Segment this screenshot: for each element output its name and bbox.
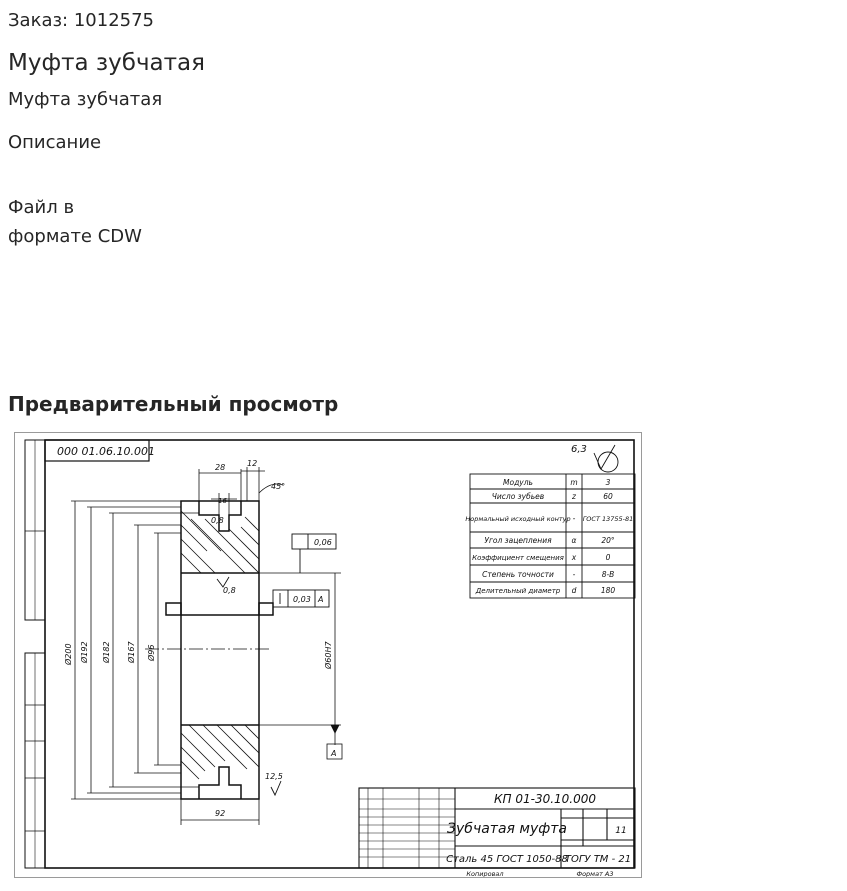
- param-value: 180: [600, 586, 616, 595]
- title-block-name: Зубчатая муфта: [447, 821, 567, 837]
- order-label: Заказ:: [8, 10, 69, 31]
- title-block-code: КП 01-30.10.000: [493, 792, 597, 806]
- tolerance-datum: A: [318, 595, 324, 604]
- title-block-format: Формат A3: [576, 870, 614, 877]
- dim-diameter-192: Ø192: [80, 641, 89, 663]
- order-number: [8, 9, 154, 33]
- roughness-12-5: 12,5: [265, 772, 283, 781]
- param-value: 3: [605, 478, 611, 487]
- roughness-08-mid: 0,8: [223, 586, 236, 595]
- param-symbol: -: [572, 514, 576, 523]
- part-outline: [166, 501, 273, 799]
- dim-angle-45: 45°: [271, 482, 286, 491]
- file-format-note: [8, 193, 178, 251]
- param-name: Степень точности: [482, 570, 554, 579]
- order-value: 1012575: [73, 10, 155, 31]
- dim-diameter-200: Ø200: [64, 643, 73, 665]
- param-value: 8-В: [601, 570, 615, 579]
- dim-diameter-182: Ø182: [102, 641, 111, 663]
- title-block-copied: Копировал: [466, 870, 504, 877]
- dim-diameter-96: Ø96: [147, 644, 156, 661]
- param-symbol: z: [572, 492, 576, 501]
- product-subtitle: Муфта зубчатая: [8, 89, 163, 110]
- tolerance-flatness: 0,06: [314, 538, 332, 547]
- param-symbol: d: [571, 586, 577, 595]
- dim-28: 28: [215, 463, 226, 472]
- dim-diameter-167: Ø167: [127, 641, 136, 663]
- roughness-symbols: [217, 445, 618, 795]
- param-symbol: m: [570, 478, 578, 487]
- title-block-material: Сталь 45 ГОСТ 1050-88: [446, 854, 568, 865]
- dim-width: 92: [215, 809, 226, 818]
- tolerance-runout: 0,03: [293, 595, 311, 604]
- param-name: Число зубьев: [491, 492, 545, 501]
- title-block-org: ТОГУ ТМ - 21: [564, 854, 632, 865]
- datum-a-label: A: [331, 749, 337, 758]
- param-symbol: -: [572, 570, 576, 579]
- param-name: Нормальный исходный контур: [465, 515, 571, 523]
- hatch-bottom: [181, 725, 259, 779]
- preview-heading: Предварительный просмотр: [8, 392, 339, 416]
- title-block-sheets: 11: [615, 826, 627, 836]
- technical-drawing: [15, 433, 641, 877]
- param-value: 60: [603, 492, 613, 501]
- dim-bore: Ø60H7: [324, 641, 333, 669]
- param-value: 20°: [601, 536, 615, 545]
- param-value: ГОСТ 13755-81: [582, 515, 634, 523]
- dim-16: 16: [218, 497, 227, 505]
- description-label: Описание: [8, 132, 102, 153]
- roughness-08-top: 0,8: [211, 516, 224, 525]
- dim-12: 12: [247, 459, 258, 468]
- param-name: Коэффициент смещения: [472, 554, 564, 562]
- roughness-general: 6,3: [571, 444, 587, 455]
- param-symbol: α: [571, 536, 577, 545]
- param-name: Угол зацепления: [484, 536, 552, 545]
- param-name: Делительный диаметр: [475, 587, 561, 595]
- preview-drawing[interactable]: [14, 432, 642, 878]
- stamp-code: 000 01.06.10.001: [57, 445, 155, 458]
- param-symbol: x: [571, 553, 577, 562]
- drawing-labels: [57, 444, 633, 877]
- file-format-line1: Файл в: [8, 197, 75, 218]
- file-format-line2: формате CDW: [8, 226, 142, 247]
- page-title: Муфта зубчатая: [8, 50, 205, 76]
- param-name: Модуль: [503, 478, 533, 487]
- param-value: 0: [605, 553, 611, 562]
